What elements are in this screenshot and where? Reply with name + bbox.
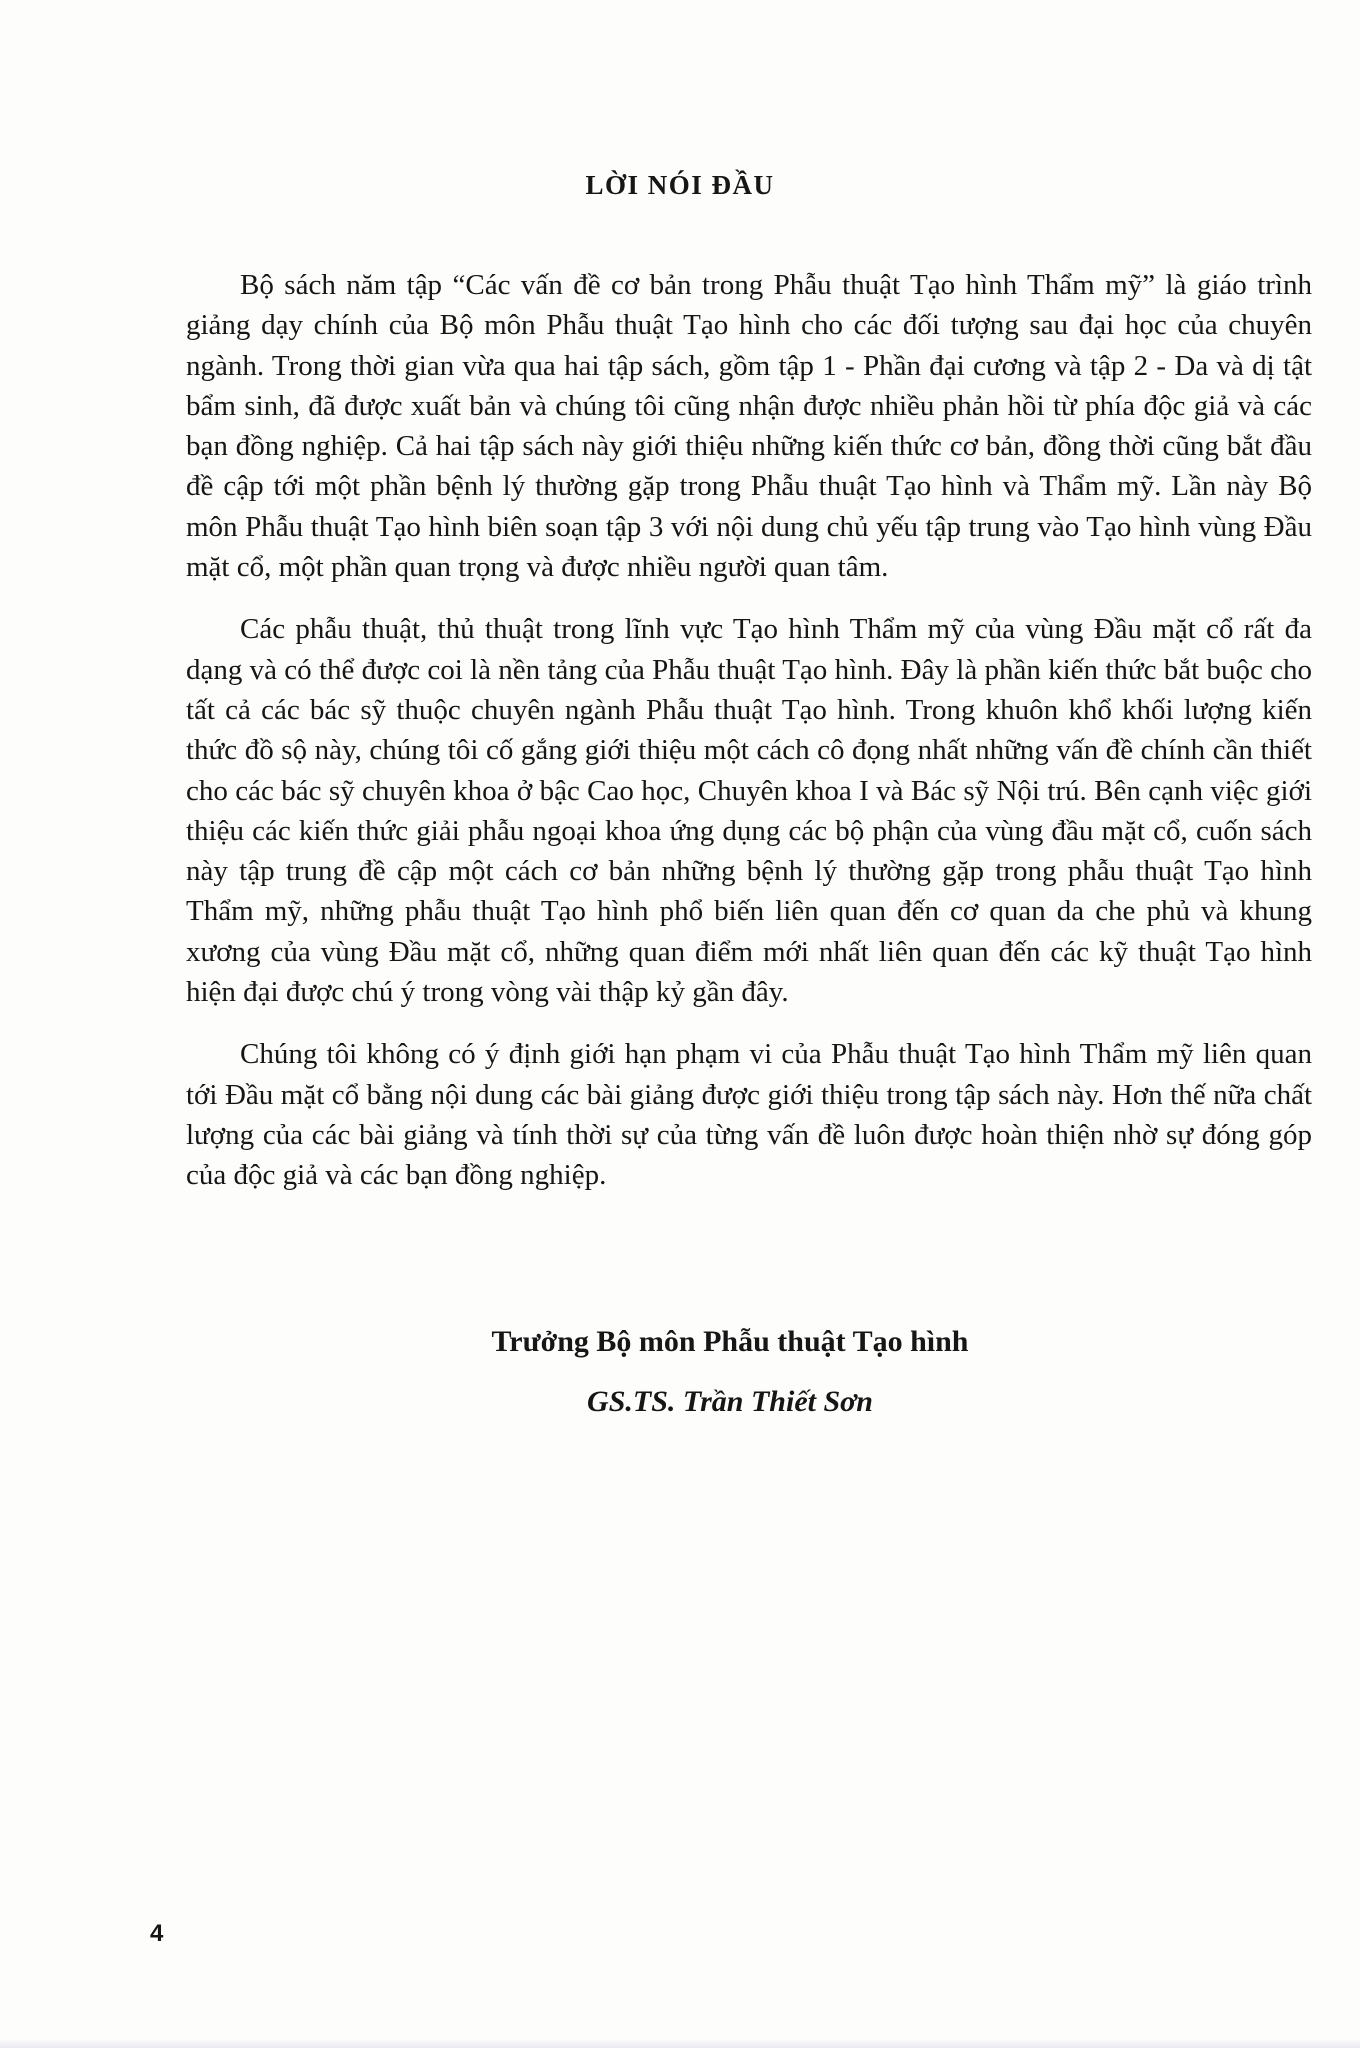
paragraph-3: Chúng tôi không có ý định giới hạn phạm vi của Phẫu thuật Tạo hình Thẩm mỹ liên quan tới Đầu mặt cổ bằng nội dung các bài giảng được giới thiệu trong tập sách này. Hơn thế nữa chất lượng của các bài giảng và tính thời sự của từng vấn đề luôn được hoàn thiện nhờ sự đóng góp của độc giả và các bạn đồng nghiệp. bbox=[186, 1038, 1312, 1192]
signature-block bbox=[0, 1322, 1360, 1422]
paragraph-2: Các phẫu thuật, thủ thuật trong lĩnh vực Tạo hình Thẩm mỹ của vùng Đầu mặt cổ rất đa dạng và có thể được coi là nền tảng của Phẫu thuật Tạo hình. Đây là phần kiến thức bắt buộc cho tất cả các bác sỹ thuộc chuyên ngành Phẫu thuật Tạo hình. Trong khuôn khổ khối lượng kiến thức đồ sộ này, chúng tôi cố gắng giới thiệu một cách cô đọng nhất những vấn đề chính cần thiết cho các bác sỹ chuyên khoa ở bậc Cao học, Chuyên khoa I và Bác sỹ Nội trú. Bên cạnh việc giới thiệu các kiến thức giải phẫu ngoại khoa ứng dụng các bộ phận của vùng đầu mặt cổ, cuốn sách này tập trung đề cập một cách cơ bản những bệnh lý thường gặp trong phẫu thuật Tạo hình Thẩm mỹ, những phẫu thuật Tạo hình phổ biến liên quan đến cơ quan da che phủ và khung xương của vùng Đầu mặt cổ, những quan điểm mới nhất liên quan đến các kỹ thuật Tạo hình hiện đại được chú ý trong vòng vài thập kỷ gần đây. bbox=[186, 613, 1312, 1009]
paragraph-1: Bộ sách năm tập “Các vấn đề cơ bản trong Phẫu thuật Tạo hình Thẩm mỹ” là giáo trình giảng dạy chính của Bộ môn Phẫu thuật Tạo hình cho các đối tượng sau đại học của chuyên ngành. Trong thời gian vừa qua hai tập sách, gồm tập 1 - Phần đại cương và tập 2 - Da và dị tật bẩm sinh, đã được xuất bản và chúng tôi cũng nhận được nhiều phản hồi từ phía độc giả và các bạn đồng nghiệp. Cả hai tập sách này giới thiệu những kiến thức cơ bản, đồng thời cũng bắt đầu đề cập tới một phần bệnh lý thường gặp trong Phẫu thuật Tạo hình và Thẩm mỹ. Lần này Bộ môn Phẫu thuật Tạo hình biên soạn tập 3 với nội dung chủ yếu tập trung vào Tạo hình vùng Đầu mặt cổ, một phần quan trọng và được nhiều người quan tâm. bbox=[186, 269, 1312, 584]
signature-name: GS.TS. Trần Thiết Sơn bbox=[587, 1385, 873, 1418]
body-text bbox=[186, 265, 1312, 1218]
page-edge bbox=[0, 2038, 1360, 2048]
page-number: 4 bbox=[150, 1920, 164, 1947]
page-title: LỜI NÓI ĐẦU bbox=[585, 170, 775, 200]
signature-title: Trưởng Bộ môn Phẫu thuật Tạo hình bbox=[491, 1325, 969, 1358]
